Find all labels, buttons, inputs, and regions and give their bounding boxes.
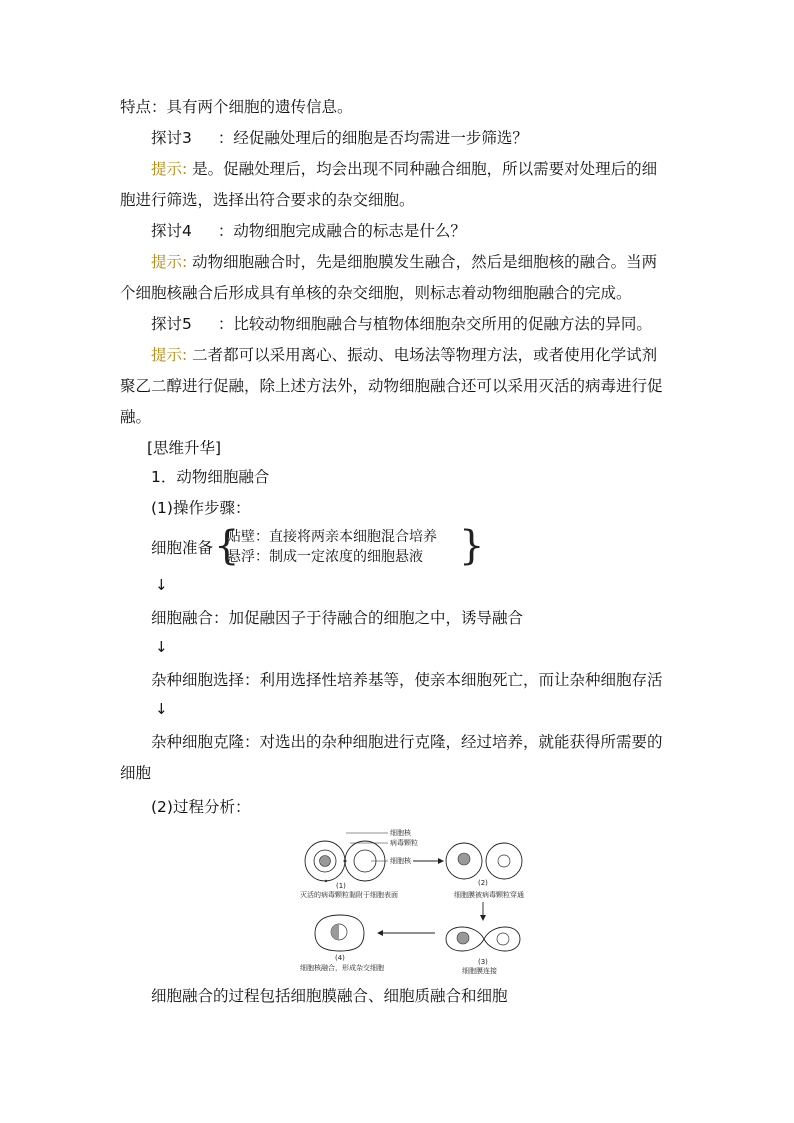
answer-5-text-1: 二者都可以采用离心、振动、电场法等物理方法，或者使用化学试剂 bbox=[187, 346, 658, 364]
step-clone-line2: 细胞 bbox=[120, 764, 152, 782]
heading-animal-cell-fusion: 1．动物细胞融合 bbox=[151, 468, 270, 486]
section-title: [思维升华] bbox=[147, 439, 222, 457]
down-arrow-icon: ↓ bbox=[155, 638, 168, 656]
question-5 bbox=[151, 313, 652, 335]
question-3-label: 探讨3 bbox=[151, 129, 192, 147]
answer-4-line1 bbox=[151, 251, 657, 273]
stage-3-caption: 细胞膜连接 bbox=[462, 967, 497, 975]
prep-item-adherent: 贴壁：直接将两亲本细胞混合培养 bbox=[227, 529, 437, 545]
answer-3-line2: 胞进行筛选，选择出符合要求的杂交细胞。 bbox=[120, 191, 415, 209]
label-nucleus-2: 细胞核 bbox=[390, 857, 411, 865]
question-5-label: 探讨5 bbox=[151, 315, 192, 333]
stage-1-number: (1) bbox=[336, 882, 346, 890]
stage-1-cells bbox=[305, 841, 385, 882]
hint-label: 提示: bbox=[151, 253, 188, 271]
stage-4-number: (4) bbox=[335, 954, 345, 962]
stage-4-cell bbox=[315, 915, 364, 951]
down-arrow-icon: ↓ bbox=[155, 576, 168, 594]
label-nucleus: 细胞核 bbox=[390, 829, 411, 837]
stage-2-cells bbox=[446, 843, 522, 879]
step-selection: 杂种细胞选择：利用选择性培养基等，使亲本细胞死亡，而让杂种细胞存活 bbox=[151, 671, 663, 689]
answer-5-line1 bbox=[151, 344, 657, 366]
trait-text: 特点：具有两个细胞的遗传信息。 bbox=[120, 98, 353, 116]
question-4-text: ：动物细胞完成融合的标志是什么？ bbox=[217, 222, 466, 240]
question-4-label: 探讨4 bbox=[151, 222, 192, 240]
stage-3-cells bbox=[446, 927, 520, 951]
step-fusion: 细胞融合：加促融因子于待融合的细胞之中，诱导融合 bbox=[151, 609, 524, 627]
final-text: 细胞融合的过程包括细胞膜融合、细胞质融合和细胞 bbox=[151, 987, 508, 1005]
subheading-process: (2)过程分析： bbox=[151, 798, 251, 816]
question-3-text: ：经促融处理后的细胞是否均需进一步筛选？ bbox=[217, 129, 528, 147]
stage-2-number: (2) bbox=[478, 879, 488, 887]
label-virus: 病毒颗粒 bbox=[390, 839, 418, 847]
hint-label: 提示: bbox=[151, 160, 188, 178]
stage-1-caption: 灭活的病毒颗粒黏附于细胞表面 bbox=[300, 891, 398, 899]
question-5-text: ：比较动物细胞融合与植物体细胞杂交所用的促融方法的异同。 bbox=[217, 315, 652, 333]
cell-fusion-diagram bbox=[298, 823, 530, 975]
answer-4-text-1: 动物细胞融合时，先是细胞膜发生融合，然后是细胞核的融合。当两 bbox=[187, 253, 658, 271]
step-clone-line1: 杂种细胞克隆：对选出的杂种细胞进行克隆，经过培养，就能获得所需要的 bbox=[151, 733, 663, 751]
stage-2-caption: 细胞膜被病毒颗粒穿通 bbox=[454, 891, 524, 899]
subheading-steps: (1)操作步骤： bbox=[151, 499, 251, 517]
hint-label: 提示: bbox=[151, 346, 188, 364]
question-4 bbox=[151, 220, 466, 242]
answer-3-text-1: 是。促融处理后，均会出现不同种融合细胞，所以需要对处理后的细 bbox=[187, 160, 658, 178]
answer-3-line1 bbox=[151, 158, 657, 180]
right-brace: } bbox=[459, 523, 485, 569]
prep-label: 细胞准备 bbox=[151, 539, 214, 557]
answer-5-line3: 融。 bbox=[120, 408, 152, 426]
answer-4-line2: 个细胞核融合后形成具有单核的杂交细胞，则标志着动物细胞融合的完成。 bbox=[120, 284, 632, 302]
answer-5-line2: 聚乙二醇进行促融，除上述方法外，动物细胞融合还可以采用灭活的病毒进行促 bbox=[120, 377, 663, 395]
prep-item-suspension: 悬浮：制成一定浓度的细胞悬液 bbox=[227, 549, 423, 565]
down-arrow-icon: ↓ bbox=[155, 700, 168, 718]
stage-3-number: (3) bbox=[478, 958, 488, 966]
left-brace: { bbox=[214, 523, 240, 569]
stage-4-caption: 细胞核融合，形成杂交细胞 bbox=[300, 964, 384, 972]
question-3 bbox=[151, 127, 528, 149]
